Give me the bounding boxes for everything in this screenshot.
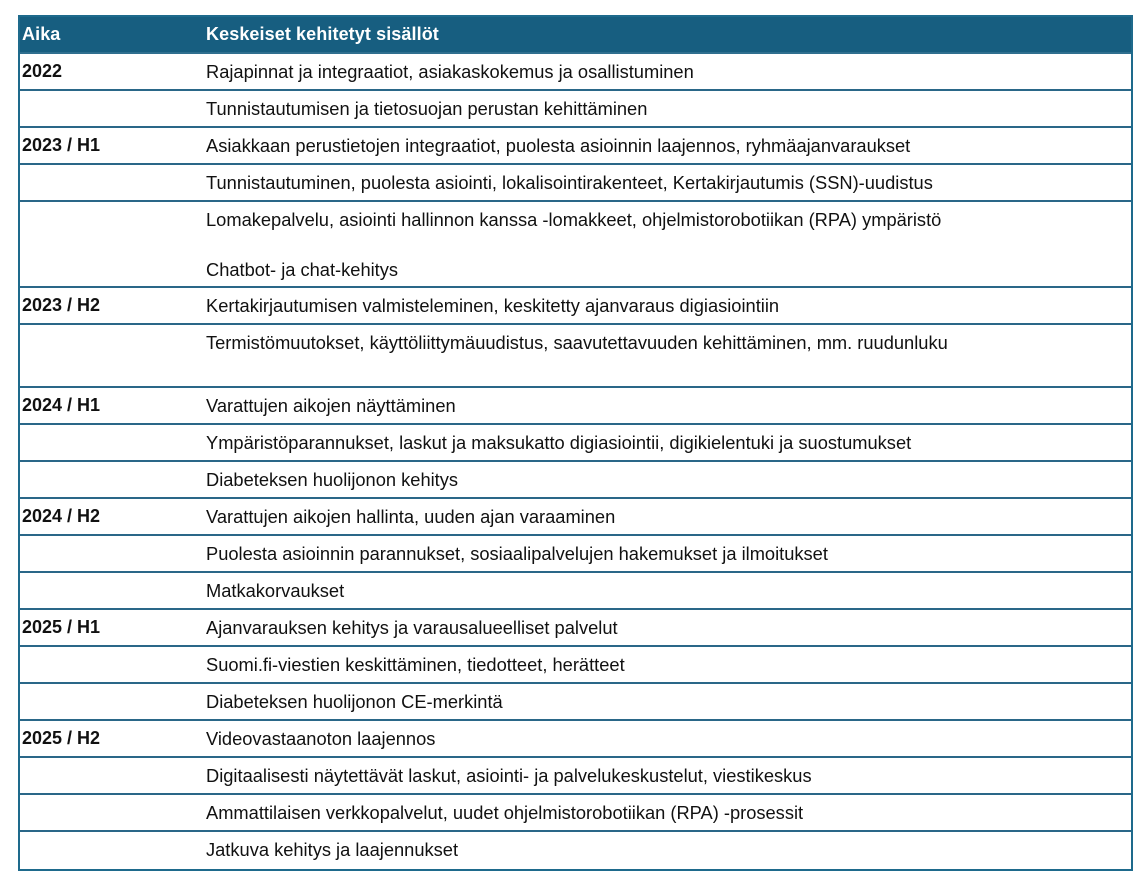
table-row [20, 684, 1131, 721]
content-cell: Ympäristöparannukset, laskut ja maksukatto digiasiointii, digikielentuki ja suostumukset [206, 432, 912, 453]
table-row [20, 462, 1131, 499]
content-cell: Asiakkaan perustietojen integraatiot, puolesta asioinnin laajennos, ryhmäajanvaraukset [206, 135, 911, 156]
table-row [20, 499, 1131, 536]
table-row [20, 388, 1131, 425]
content-cell: Rajapinnat ja integraatiot, asiakaskokemus ja osallistuminen [206, 61, 694, 82]
period-cell: 2025 / H2 [22, 728, 101, 748]
table-row [20, 288, 1131, 325]
table-header-row [20, 17, 1131, 54]
content-cell: Kertakirjautumisen valmisteleminen, keskitetty ajanvaraus digiasiointiin [206, 295, 780, 316]
period-cell: 2022 [22, 61, 63, 81]
content-cell [206, 202, 1131, 287]
table-row [20, 832, 1131, 869]
content-cell: Tunnistautumisen ja tietosuojan perustan kehittäminen [206, 98, 648, 119]
table-row [20, 573, 1131, 610]
content-cell: Puolesta asioinnin parannukset, sosiaalipalvelujen hakemukset ja ilmoitukset [206, 543, 828, 564]
content-cell: Ammattilaisen verkkopalvelut, uudet ohjelmistorobotiikan (RPA) -prosessit [206, 802, 804, 823]
table-row [20, 54, 1131, 91]
column-header-sisallot: Keskeiset kehitetyt sisällöt [206, 24, 439, 44]
table-row [20, 536, 1131, 573]
content-cell: Tunnistautuminen, puolesta asiointi, lokalisointirakenteet, Kertakirjautumis (SSN)-uudistus [206, 172, 933, 193]
content-cell: Videovastaanoton laajennos [206, 728, 436, 749]
column-header-aika: Aika [22, 24, 61, 44]
table-row [20, 202, 1131, 288]
period-cell: 2025 / H1 [22, 617, 101, 637]
period-cell: 2023 / H1 [22, 135, 101, 155]
content-cell: Suomi.fi-viestien keskittäminen, tiedotteet, herätteet [206, 654, 625, 675]
content-cell: Jatkuva kehitys ja laajennukset [206, 839, 459, 860]
content-paragraph: Lomakepalvelu, asiointi hallinnon kanssa -lomakkeet, ohjelmistorobotiikan (RPA) ympäristö [206, 209, 942, 230]
table-row [20, 128, 1131, 165]
table-row [20, 610, 1131, 647]
period-cell: 2023 / H2 [22, 295, 101, 315]
table-row [20, 721, 1131, 758]
development-timeline-table [18, 15, 1133, 871]
period-cell: 2024 / H2 [22, 506, 101, 526]
content-cell: Termistömuutokset, käyttöliittymäuudistus, saavutettavuuden kehittäminen, mm. ruudunluku [206, 332, 948, 353]
table-row [20, 165, 1131, 202]
content-cell: Matkakorvaukset [206, 580, 345, 601]
content-cell: Varattujen aikojen hallinta, uuden ajan varaaminen [206, 506, 616, 527]
content-cell: Varattujen aikojen näyttäminen [206, 395, 456, 416]
table-row [20, 647, 1131, 684]
content-paragraph: Chatbot- ja chat-kehitys [206, 259, 399, 280]
table-row [20, 795, 1131, 832]
content-cell: Diabeteksen huolijonon CE-merkintä [206, 691, 503, 712]
table-row [20, 425, 1131, 462]
period-cell: 2024 / H1 [22, 395, 101, 415]
content-cell: Ajanvarauksen kehitys ja varausalueelliset palvelut [206, 617, 618, 638]
table-row [20, 91, 1131, 128]
content-cell: Digitaalisesti näytettävät laskut, asiointi- ja palvelukeskustelut, viestikeskus [206, 765, 812, 786]
table-row [20, 325, 1131, 388]
table-row [20, 758, 1131, 795]
content-cell: Diabeteksen huolijonon kehitys [206, 469, 459, 490]
